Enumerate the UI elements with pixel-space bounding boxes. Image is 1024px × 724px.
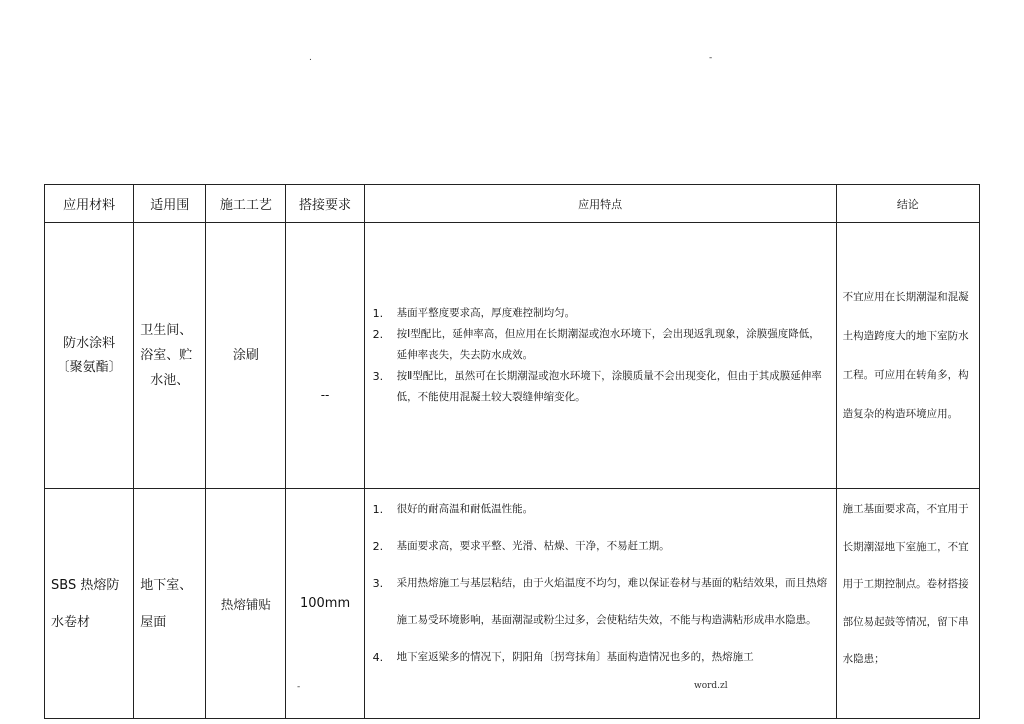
scope-line: 浴室、贮 xyxy=(140,348,193,363)
conclusion-cell xyxy=(836,489,979,719)
list-item xyxy=(373,324,828,366)
scope-cell xyxy=(134,489,206,719)
item-text: 按Ⅱ型配比，虽然可在长期潮湿或泡水环境下，涂膜质量不会出现变化，但由于其成膜延伸率低，不能使用混凝土较大裂缝伸缩变化。 xyxy=(396,370,822,403)
list-item xyxy=(373,491,828,528)
list-item xyxy=(373,303,828,324)
header-overlap: 搭接要求 xyxy=(286,185,364,223)
header-material: 应用材料 xyxy=(45,185,134,223)
features-cell xyxy=(364,489,836,719)
footer-text: word.zl xyxy=(694,681,728,691)
item-text: 按Ⅰ型配比，延伸率高，但应用在长期潮湿或泡水环境下，会出现返乳现象，涂膜强度降低，延伸率丧失，失去防水成效。 xyxy=(396,328,820,361)
scope-line: 屋面 xyxy=(140,614,167,630)
scope-cell xyxy=(134,223,206,489)
item-number: 3. xyxy=(372,577,384,590)
top-mark-right: - xyxy=(709,53,713,63)
item-number: 3. xyxy=(372,370,384,383)
conclusion-text: 不宜应用在长期潮湿和混凝土构造跨度大的地下室防水工程。可应用在转角多，构造复杂的构造环境应用。 xyxy=(842,290,969,420)
item-number: 1. xyxy=(372,307,384,320)
features-list xyxy=(365,303,836,408)
header-scope: 适用围 xyxy=(134,185,206,223)
item-number: 4. xyxy=(372,651,384,664)
header-features: 应用特点 xyxy=(364,185,836,223)
top-mark-left: . xyxy=(309,53,312,63)
item-text: 地下室返梁多的情况下，阴阳角〔拐弯抹角〕基面构造情况也多的，热熔施工 xyxy=(396,651,754,663)
item-text: 基面平整度要求高，厚度难控制均匀。 xyxy=(396,307,576,319)
scope-line: 水池、 xyxy=(150,373,190,388)
table-row xyxy=(45,489,980,719)
material-line: SBS 热熔防 xyxy=(51,577,120,593)
features-cell xyxy=(364,223,836,489)
conclusion-cell xyxy=(836,223,979,489)
material-line: 水卷材 xyxy=(51,614,91,630)
material-cell xyxy=(45,489,134,719)
footer-mark-left: - xyxy=(297,682,301,692)
table-row xyxy=(45,223,980,489)
material-cell xyxy=(45,223,134,489)
process-cell xyxy=(206,489,286,719)
materials-table xyxy=(44,184,980,719)
item-number: 1. xyxy=(372,503,384,516)
material-line: 防水涂料 xyxy=(63,335,116,351)
process-text: 热熔铺贴 xyxy=(220,596,271,612)
process-text: 涂刷 xyxy=(232,347,259,363)
conclusion-text: 施工基面要求高，不宜用于长期潮湿地下室施工，不宜用于工期控制点。卷材搭接部位易起鼓等情况，留下串水隐患； xyxy=(842,503,969,665)
item-text: 基面要求高，要求平整、光滑、枯燥、干净，不易赶工期。 xyxy=(396,540,670,552)
item-text: 采用热熔施工与基层粘结，由于火焰温度不均匀，难以保证卷材与基面的粘结效果，而且热熔施工易受环境影响，基面潮湿或粉尘过多，会使粘结失效，不能与构造满粘形成串水隐患。 xyxy=(396,577,828,626)
scope-line: 地下室、 xyxy=(140,577,193,593)
material-line: 〔聚氨酯〕 xyxy=(56,359,122,375)
item-text: 很好的耐高温和耐低温性能。 xyxy=(396,503,534,515)
list-item xyxy=(373,366,828,408)
list-item xyxy=(373,528,828,565)
features-list xyxy=(365,491,836,676)
process-cell xyxy=(206,223,286,489)
header-process: 施工工艺 xyxy=(206,185,286,223)
item-number: 2. xyxy=(372,540,384,553)
scope-line: 卫生间、 xyxy=(140,323,193,338)
overlap-text: -- xyxy=(320,387,330,402)
list-item xyxy=(373,639,828,676)
item-number: 2. xyxy=(372,328,384,341)
header-row xyxy=(45,185,980,223)
overlap-cell xyxy=(286,223,364,489)
overlap-text: 100mm xyxy=(299,596,351,611)
header-conclusion: 结论 xyxy=(836,185,979,223)
list-item xyxy=(373,565,828,639)
